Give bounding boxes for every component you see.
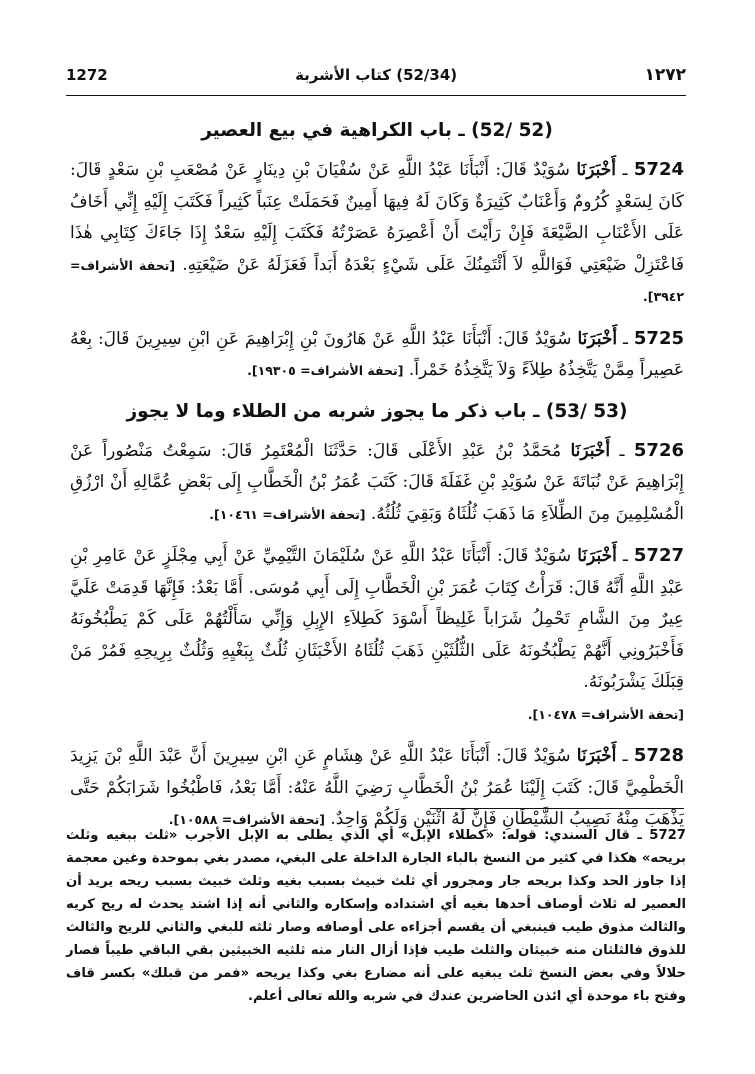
hadith-text: سُوَيْدٌ قَالَ: أَنْبَأَنَا عَبْدُ اللَّهِ عَنْ هَارُونَ بْنِ إِبْرَاهِيمَ عَنِ ابْنِ سِيرِينَ قَالَ: بِعْهُ عَصِيراً مِمَّنْ يَتَّخِذُهُ طِلاَءً وَلاَ يَتَّخِذُهُ خَمْراً. xyxy=(70,328,684,380)
hadith-paragraph xyxy=(70,540,684,730)
hadith-paragraph xyxy=(70,740,684,836)
hadith-number: 5725 xyxy=(633,327,685,349)
footnote xyxy=(66,824,686,1008)
tuhfa-reference: [تحفة الأشراف= ١٠٤٦١]. xyxy=(209,506,366,522)
hadith-opening: أَخْبَرَنَا xyxy=(570,440,611,461)
hadith-opening: أَخْبَرَنَا xyxy=(577,546,617,566)
hadith-text: سُوَيْدٌ قَالَ: أَنْبَأَنَا عَبْدُ اللَّهِ عَنْ سُلَيْمَانَ التَّيْمِيِّ عَنْ أَبِي مِجْلَزٍ عَنْ عَامِرِ بْنِ عَبْدِ اللَّهِ أَنَّهُ قَالَ: قَرَأْتُ كِتَابَ عُمَرَ بْنِ الْخَطَّابِ إِلَى أَبِي مُوسَى. أَمَّا بَعْدُ: فَإِنَّهَا قَدِمَتْ عَلَيَّ عِيرٌ مِنَ الشَّامِ تَحْمِلُ شَرَاباً غَلِيظاً أَسْوَدَ كَطِلاَءِ الإِبِلِ وَإِنِّي سَأَلْتُهُمْ عَلَى كَمْ يَطْبُخُونَهُ فَأَخْبَرُونِي أَنَّهُمْ يَطْبُخُونَهُ عَلَى الثُّلُثَيْنِ ذَهَبَ ثُلُثَاهُ الأَخْبَثَانِ ثُلُثٌ بِبَغْيِهِ وَثُلُثٌ بِرِيحِهِ فَمُرْ مَنْ قِبَلَكَ يَشْرَبُونَهُ. xyxy=(70,546,684,692)
hadith-opening: أَخْبَرَنَا xyxy=(577,328,618,349)
footnote-number: 5727 xyxy=(649,828,686,843)
dash: ـ xyxy=(617,328,628,349)
footnote-text: ـ قال السندي: قوله: «كطلاء الإبل» أي الذي يطلى به الإبل الأجرب «ثلث ببغيه وثلث بريحه» هكذا في كثير من النسخ بالباء الجارة الداخلة على البغي، مصدر بغي بموحدة وغين معجمة إذا جاوز الحد وكذا بريحه جار ومجرور أي ثلث خبيث بسبب بغيه وثلث خبيث بسبب ريحه يريد أن العصير له ثلاث أوصاف أحدها بغيه أي اشتداده وإسكاره والثاني أنه إذا اشتد يحدث له ريح كريه والثالث مذوق طيب فينبغي أن يقسم أجزاءه على أوصافه وصار ثلثه للبغي والثاني للريح والثالث للذوق فالثلثان منه خبيثان والثلث طيب فإذا أزال النار منه ثلثيه الخبيثين بقي الباقي طيباً فصار حلالاً وفي بعض النسخ ثلث يبغيه على أنه مضارع بغي وكذا يريحه «فمر من قبلك» بكسر قاف وفتح باء موحدة أي ائذن الحاضرين عندك في شربه والله تعالى أعلم. xyxy=(66,828,686,1004)
dash: ـ xyxy=(616,546,628,566)
tuhfa-reference: [تحفة الأشراف= ١٩٣٠٥]. xyxy=(247,363,404,378)
hadith-paragraph xyxy=(70,154,684,313)
dash: ـ xyxy=(616,160,628,180)
hadith-text: سُوَيْدٌ قَالَ: أَنْبَأَنَا عَبْدُ اللَّهِ عَنْ هِشَامٍ عَنِ ابْنِ سِيرِينَ أَنَّ عَبْدَ اللَّهِ بْنَ يَزِيدَ الْخَطْمِيَّ قَالَ: كَتَبَ إِلَيْنَا عُمَرُ بْنُ الْخَطَّابِ رَضِيَ اللَّهُ عَنْهُ: أَمَّا بَعْدُ، فَاطْبُخُوا شَرَابَكُمْ حَتَّى يَذْهَبَ مِنْهُ نَصِيبُ الشَّيْطَانِ فَإِنَّ لَهُ اثْنَيْنِ وَلَكُمْ وَاحِدٌ. xyxy=(70,746,684,829)
footnote-separator xyxy=(430,808,684,809)
hadith-number: 5727 xyxy=(633,545,685,566)
chapter-heading: (52 /52) ـ باب الكراهية في بيع العصير xyxy=(201,120,553,141)
hadith-paragraph xyxy=(70,435,684,531)
hadith-number: 5728 xyxy=(633,745,685,766)
running-title: (52/34) كتاب الأشربة xyxy=(295,66,458,84)
running-header xyxy=(66,62,686,88)
chapter-heading: (53 /53) ـ باب ذكر ما يجوز شربه من الطلاء وما لا يجوز xyxy=(126,400,628,422)
header-rule xyxy=(66,95,686,96)
dash: ـ xyxy=(616,746,628,766)
tuhfa-reference: [تحفة الأشراف= ١٠٤٧٨]. xyxy=(527,706,684,722)
hadith-number: 5726 xyxy=(633,439,685,461)
tuhfa-reference: [تحفة الأشراف= ١٠٥٨٨]. xyxy=(168,812,325,827)
hadith-paragraph xyxy=(70,323,684,387)
hadith-opening: أَخْبَرَنَا xyxy=(576,160,616,180)
hadith-text: مُحَمَّدُ بْنُ عَبْدِ الأَعْلَى قَالَ: حَدَّثَنَا الْمُعْتَمِرُ قَالَ: سَمِعْتُ مَنْصُوراً عَنْ إِبْرَاهِيمَ عَنْ نُبَاتَةَ عَنْ سُوَيْدِ بْنِ غَفَلَةَ قَالَ: كَتَبَ عُمَرُ بْنُ الْخَطَّابِ إِلَى بَعْضِ عُمَّالِهِ أَنْ ارْزُقِ الْمُسْلِمِينَ مِنَ الطِّلاَءِ مَا ذَهَبَ ثُلُثَاهُ وَبَقِيَ ثُلُثُهُ. xyxy=(70,440,684,524)
tuhfa-reference: [تحفة الأشراف= ٣٩٤٢]. xyxy=(70,257,684,304)
hadith-number: 5724 xyxy=(633,159,684,180)
page-number-latin: 1272 xyxy=(66,66,108,84)
dash: ـ xyxy=(610,440,625,461)
main-text xyxy=(70,116,684,846)
hadith-text: سُوَيْدٌ قَالَ: أَنْبَأَنَا عَبْدُ اللَّهِ عَنْ سُفْيَانَ بْنِ دِينَارٍ عَنْ مُصْعَبِ بْنِ سَعْدٍ قَالَ: كَانَ لِسَعْدٍ كُرُومٌ وَأَعْنَابٌ كَثِيرَةٌ وَكَانَ لَهُ فِيهَا أَمِينٌ فَحَمَلَتْ عِنَباً كَثِيراً فَكَتَبَ إِلَيْهِ إِنِّي أَخَافُ عَلَى الأَعْنَابِ الضَّيْعَةَ فَإِنْ رَأَيْتَ أَنْ أَعْصِرَهُ عَصَرْتُهُ فَكَتَبَ إِلَيْهِ سَعْدٌ إِذَا جَاءَكَ كِتَابِي هٰذَا فَاعْتَزِلْ ضَيْعَتِي فَوَاللَّهِ لاَ أَئْتَمِنُكَ عَلَى شَيْءٍ بَعْدَهُ أَبَداً فَعَزَلَهُ عَنْ ضَيْعَتِهِ. xyxy=(70,160,684,275)
page-number-arabic: ١٢٧٢ xyxy=(644,65,686,85)
hadith-opening: أَخْبَرَنَا xyxy=(576,746,617,766)
